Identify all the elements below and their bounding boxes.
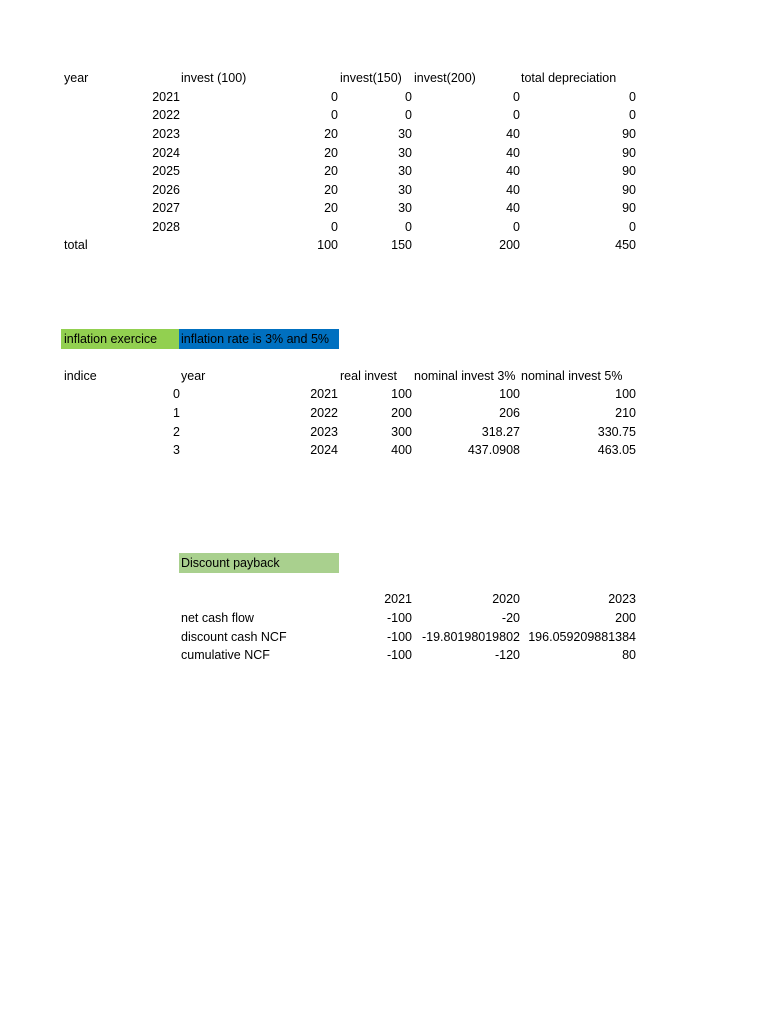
cell-value: -100 (386, 648, 412, 662)
cell-year: 2026 (152, 183, 180, 197)
cell-nominal-5: 210 (615, 406, 636, 420)
header-year-2: 2020 (492, 592, 520, 606)
cell-year: 2025 (152, 164, 180, 178)
cell-year: 2022 (152, 108, 180, 122)
cell-total: 90 (622, 183, 636, 197)
cell-invest-150: 30 (398, 146, 412, 160)
cell-invest-100: 20 (324, 183, 338, 197)
header-year: year (181, 369, 206, 383)
header-nominal-5: nominal invest 5% (521, 369, 623, 383)
cell-real-invest: 300 (391, 425, 412, 439)
payback-title: Discount payback (181, 556, 280, 570)
header-year: year (64, 71, 89, 85)
header-indice: indice (64, 369, 97, 383)
header-total-depreciation: total depreciation (521, 71, 617, 85)
cell-invest-100: 0 (331, 108, 338, 122)
cell-invest-100: 0 (331, 220, 338, 234)
cell-invest-200: 0 (513, 90, 520, 104)
cell-invest-150: 30 (398, 164, 412, 178)
cell-nominal-5: 100 (615, 387, 636, 401)
cell-total: 90 (622, 127, 636, 141)
cell-invest-200: 40 (506, 146, 520, 160)
cell-real-invest: 400 (391, 443, 412, 457)
cell-invest-200: 0 (513, 108, 520, 122)
cell-invest-150: 30 (398, 183, 412, 197)
cell-year: 2024 (152, 146, 180, 160)
total-invest-100: 100 (317, 238, 338, 252)
header-year-1: 2021 (384, 592, 412, 606)
cell-real-invest: 200 (391, 406, 412, 420)
cell-total: 0 (629, 90, 636, 104)
total-label: total (64, 238, 88, 252)
cell-value: 200 (615, 611, 636, 625)
cell-invest-150: 0 (405, 108, 412, 122)
cell-indice: 0 (173, 387, 180, 401)
cell-total: 0 (629, 220, 636, 234)
cell-nominal-5: 463.05 (597, 443, 636, 457)
cell-indice: 3 (173, 443, 180, 457)
cell-year: 2023 (310, 425, 338, 439)
cell-invest-150: 30 (398, 201, 412, 215)
cell-invest-200: 40 (506, 164, 520, 178)
cell-invest-200: 40 (506, 201, 520, 215)
cell-invest-100: 0 (331, 90, 338, 104)
cell-invest-150: 0 (405, 90, 412, 104)
header-nominal-3: nominal invest 3% (414, 369, 516, 383)
cell-invest-100: 20 (324, 164, 338, 178)
cell-nominal-3: 318.27 (481, 425, 520, 439)
header-invest-100: invest (100) (181, 71, 247, 85)
cell-real-invest: 100 (391, 387, 412, 401)
cell-year: 2021 (152, 90, 180, 104)
cell-year: 2027 (152, 201, 180, 215)
cell-indice: 1 (173, 406, 180, 420)
cell-indice: 2 (173, 425, 180, 439)
cell-year: 2028 (152, 220, 180, 234)
cell-value: 80 (622, 648, 636, 662)
row-label: discount cash NCF (181, 630, 287, 644)
cell-value: -19.80198019802 (421, 630, 520, 644)
total-invest-150: 150 (391, 238, 412, 252)
cell-value: -20 (501, 611, 520, 625)
cell-nominal-5: 330.75 (597, 425, 636, 439)
cell-value: 196.059209881384 (528, 630, 636, 644)
cell-year: 2022 (310, 406, 338, 420)
cell-invest-150: 30 (398, 127, 412, 141)
cell-total: 0 (629, 108, 636, 122)
cell-value: -100 (386, 630, 412, 644)
cell-total: 90 (622, 201, 636, 215)
cell-invest-200: 0 (513, 220, 520, 234)
total-invest-200: 200 (499, 238, 520, 252)
cell-invest-100: 20 (324, 201, 338, 215)
header-invest-200: invest(200) (414, 71, 476, 85)
inflation-note: inflation rate is 3% and 5% (181, 332, 330, 346)
row-label: net cash flow (181, 611, 254, 625)
cell-invest-200: 40 (506, 183, 520, 197)
cell-value: -100 (386, 611, 412, 625)
total-depreciation-sum: 450 (615, 238, 636, 252)
cell-year: 2021 (310, 387, 338, 401)
cell-nominal-3: 437.0908 (467, 443, 520, 457)
header-year-3: 2023 (608, 592, 636, 606)
cell-invest-200: 40 (506, 127, 520, 141)
cell-value: -120 (494, 648, 520, 662)
cell-year: 2024 (310, 443, 338, 457)
inflation-title: inflation exercice (64, 332, 158, 346)
header-invest-150: invest(150) (340, 71, 402, 85)
cell-invest-100: 20 (324, 127, 338, 141)
header-real-invest: real invest (340, 369, 397, 383)
cell-total: 90 (622, 164, 636, 178)
cell-nominal-3: 100 (499, 387, 520, 401)
cell-total: 90 (622, 146, 636, 160)
cell-invest-100: 20 (324, 146, 338, 160)
cell-nominal-3: 206 (499, 406, 520, 420)
cell-year: 2023 (152, 127, 180, 141)
row-label: cumulative NCF (181, 648, 270, 662)
cell-invest-150: 0 (405, 220, 412, 234)
